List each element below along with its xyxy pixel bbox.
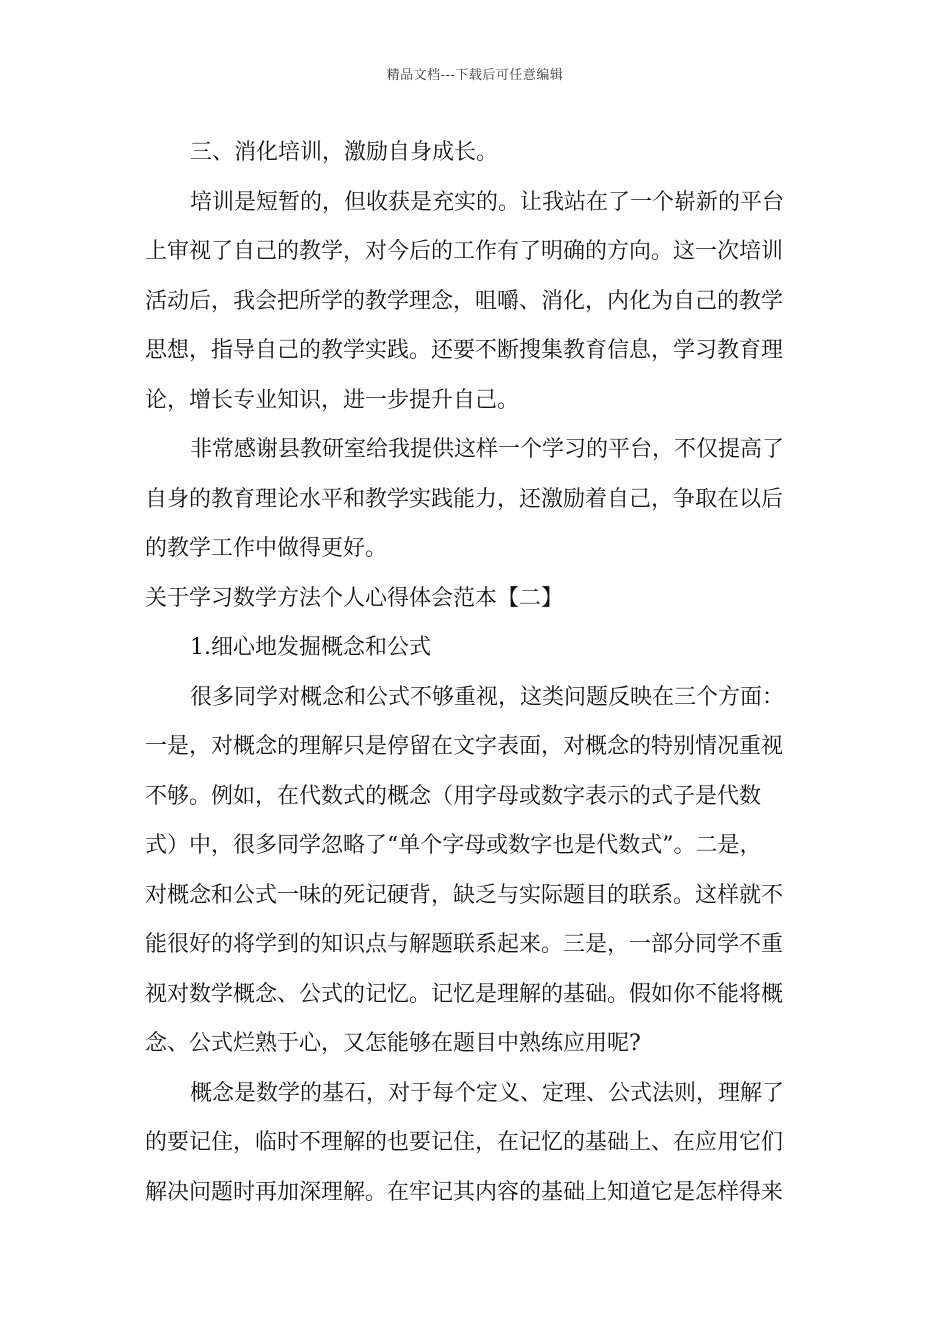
paragraph-line: 培训是短暂的，但收获是充实的。让我站在了一个崭新的平台 xyxy=(190,189,785,215)
document-body xyxy=(145,128,805,1217)
paragraph-line: 的教学工作中做得更好。 xyxy=(145,536,388,561)
paragraph-line: 思想，指导自己的教学实践。还要不断搜集教育信息，学习教育理 xyxy=(145,338,784,363)
paragraph-line: 很多同学对概念和公式不够重视，这类问题反映在三个方面： xyxy=(190,684,785,710)
paragraph-line: 活动后，我会把所学的教学理念，咀嚼、消化，内化为自己的教学 xyxy=(145,288,784,314)
paragraph-line: 对概念和公式一味的死记硬背，缺乏与实际题目的联系。这样就不 xyxy=(145,882,784,908)
paragraph-line: 非常感谢县教研室给我提供这样一个学习的平台，不仅提高了 xyxy=(190,437,785,462)
paragraph-line: 概念是数学的基石，对于每个定义、定理、公式法则，理解了 xyxy=(190,1080,785,1106)
paragraph-line: 视对数学概念、公式的记忆。记忆是理解的基础。假如你不能将概 xyxy=(145,981,784,1007)
page-header: 精品文档---下载后可任意编辑 xyxy=(386,68,564,83)
paragraph-line: 的要记住，临时不理解的也要记住，在记忆的基础上、在应用它们 xyxy=(145,1130,784,1155)
paragraph-line: 解决问题时再加深理解。在牢记其内容的基础上知道它是怎样得来 xyxy=(145,1179,784,1205)
subheading: 1.细心地发掘概念和公式 xyxy=(190,635,431,660)
paragraph-line: 一是，对概念的理解只是停留在文字表面，对概念的特别情况重视 xyxy=(145,734,784,759)
paragraph-line: 能很好的将学到的知识点与解题联系起来。三是，一部分同学不重 xyxy=(145,932,784,957)
paragraph-line: 自身的教育理论水平和教学实践能力，还激励着自己，争取在以后 xyxy=(145,486,784,512)
paragraph-line: 论，增长专业知识，进一步提升自己。 xyxy=(145,387,520,413)
paragraph-line: 式）中，很多同学忽略了“单个字母或数字也是代数式”。二是， xyxy=(145,833,762,858)
paragraph-line: 念、公式烂熟于心，又怎能够在题目中熟练应用呢? xyxy=(145,1031,641,1056)
paragraph-line: 上审视了自己的教学，对今后的工作有了明确的方向。这一次培训 xyxy=(145,239,784,264)
article-title: 关于学习数学方法个人心得体会范本【二】 xyxy=(145,585,564,611)
paragraph-line: 不够。例如，在代数式的概念（用字母或数字表示的式子是代数 xyxy=(145,783,762,809)
section-heading: 三、消化培训，激励自身成长。 xyxy=(190,140,499,165)
